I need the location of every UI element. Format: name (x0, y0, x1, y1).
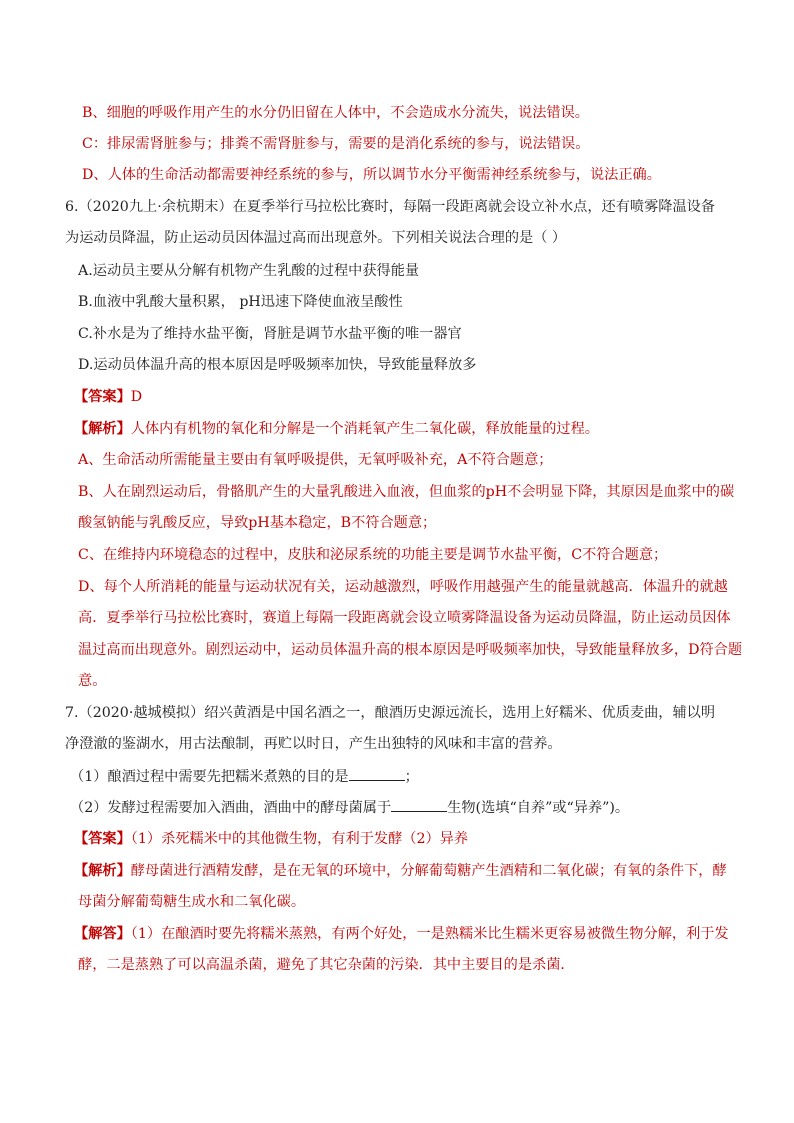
text-line-q6-exp-d2 (78, 608, 731, 628)
text-line-q6-exp-b1 (78, 482, 734, 502)
section-tag: 【解答】 (74, 926, 131, 942)
text-line-c-opt (82, 134, 589, 154)
text-run: 酵，二是蒸熟了可以高温杀菌，避免了其它杂菌的污染．其中主要目的是杀菌． (78, 957, 575, 973)
text-run: 净澄澈的鉴湖水，用古法酿制，再贮以时日，产生出独特的风味和丰富的营养。 (65, 736, 562, 752)
text-line-q6-exp-c (78, 545, 667, 565)
text-line-q6-d (78, 355, 476, 375)
text-run: D.运动员体温升高的根本原因是呼吸频率加快，导致能量释放多 (78, 357, 477, 373)
text-run: C：排尿需肾脏参与；排粪不需肾脏参与，需要的是消化系统的参与，说法错误。 (82, 136, 590, 152)
text-run: 高．夏季举行马拉松比赛时，赛道上每隔一段距离就会设立喷雾降温设备为运动员降温，防止运动员因体 (78, 610, 731, 626)
text-line-q7-sub2 (70, 797, 629, 818)
text-run: D、人体的生命活动都需要神经系统的参与，所以调节水分平衡需神经系统参与，说法正确。 (82, 167, 661, 183)
text-run: （1）酿酒过程中需要先把糯米煮熟的目的是 (70, 769, 349, 785)
text-run: A.运动员主要从分解有机物产生乳酸的过程中获得能量 (78, 263, 420, 279)
text-run: （1）杀死糯米中的其他微生物，有利于发酵（2）异养 (130, 831, 469, 847)
text-run: B.血液中乳酸大量积累， pH迅速下降使血液呈酸性 (78, 294, 403, 310)
text-run: ； (404, 769, 419, 785)
text-run: （2）发酵过程需要加入酒曲，酒曲中的酵母菌属于 (70, 800, 392, 816)
text-line-q6-exp-b2 (78, 513, 436, 533)
text-run: 意。 (78, 673, 107, 689)
text-run: C.补水是为了维持水盐平衡，肾脏是调节水盐平衡的唯一器官 (78, 326, 462, 342)
section-tag: 【答案】 (74, 831, 131, 847)
text-run: B、细胞的呼吸作用产生的水分仍旧留在人体中，不会造成水分流失，说法错误。 (82, 105, 589, 121)
text-line-q7-solution-2 (78, 955, 575, 975)
text-line-q6-exp-d1 (78, 577, 728, 597)
text-line-q7-stem-1 (65, 703, 715, 723)
text-run: 7.（2020·越城模拟）绍兴黄酒是中国名酒之一，酿酒历史源远流长，选用上好糯米、优质麦曲，辅以明 (65, 705, 716, 721)
text-line-q7-analysis-1 (74, 861, 727, 881)
text-run: 生物(选填“自养”或“异养”)。 (447, 800, 630, 816)
text-line-q6-b (78, 292, 403, 312)
text-run: 母菌分解葡萄糖生成水和二氧化碳。 (78, 894, 306, 910)
text-run: 温过高而出现意外。剧烈运动中，运动员体温升高的根本原因是呼吸频率加快，导致能量释放多，D符合题 (78, 642, 743, 658)
text-line-q7-stem-2 (65, 734, 562, 754)
text-run: （1）在酿酒时要先将糯米蒸熟，有两个好处，一是熟糯米比生糯米更容易被微生物分解，利于发 (130, 926, 729, 942)
text-line-q6-a (78, 261, 419, 281)
text-run: D (130, 389, 143, 405)
text-line-q7-solution-1 (74, 924, 729, 944)
text-line-d-opt (82, 165, 661, 185)
text-line-q6-exp-d3 (78, 640, 742, 660)
text-run: 6.（2020九上·余杭期末）在夏季举行马拉松比赛时，每隔一段距离就会设立补水点，还有喷雾降温设备 (65, 199, 716, 215)
text-line-q7-answer (74, 829, 468, 849)
answer-blank (391, 797, 447, 812)
text-run: A、生命活动所需能量主要由有氧呼吸提供，无氧呼吸补充，A不符合题意； (78, 452, 553, 468)
section-tag: 【解析】 (74, 421, 131, 437)
text-line-q7-analysis-2 (78, 892, 305, 912)
section-tag: 【解析】 (74, 863, 131, 879)
text-run: D、每个人所消耗的能量与运动状况有关，运动越激烈，呼吸作用越强产生的能量就越高．体温升的就越 (78, 579, 728, 595)
text-run: 酸氢钠能与乳酸反应，导致pH基本稳定，B不符合题意； (78, 515, 437, 531)
text-run: B、人在剧烈运动后，骨骼肌产生的大量乳酸进入血液，但血浆的pH不会明显下降，其原因是血浆中的碳 (78, 484, 735, 500)
answer-blank (349, 766, 405, 781)
text-line-b-opt (82, 103, 589, 123)
text-run: 酵母菌进行酒精发酵，是在无氧的环境中，分解葡萄糖产生酒精和二氧化碳；有氧的条件下，酵 (130, 863, 727, 879)
text-line-q6-exp-d4 (78, 671, 106, 691)
text-line-q7-sub1 (70, 766, 419, 787)
section-tag: 【答案】 (74, 389, 131, 405)
text-line-q6-stem-1 (65, 197, 715, 217)
text-run: 为运动员降温，防止运动员因体温过高而出现意外。下列相关说法合理的是（ ） (65, 230, 567, 246)
text-line-q6-c (78, 324, 462, 344)
text-run: 人体内有机物的氧化和分解是一个消耗氧产生二氧化碳，释放能量的过程。 (130, 421, 599, 437)
text-line-q6-stem-2 (65, 228, 566, 248)
text-line-q6-analysis (74, 419, 599, 439)
text-line-q6-answer (74, 387, 142, 407)
text-line-q6-exp-a (78, 450, 553, 470)
text-run: C、在维持内环境稳态的过程中，皮肤和泌尿系统的功能主要是调节水盐平衡，C不符合题意； (78, 547, 668, 563)
